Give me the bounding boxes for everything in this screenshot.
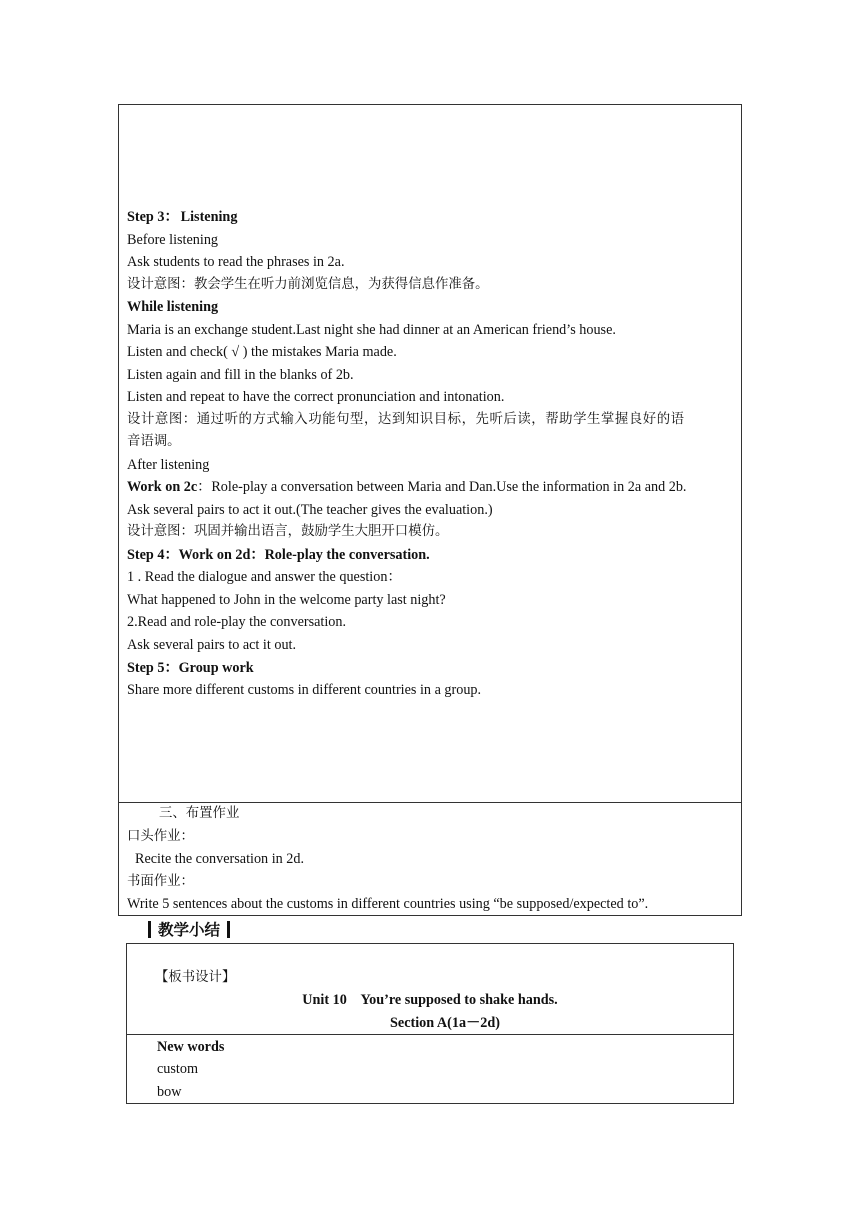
left-bracket-mark [148,921,151,938]
step3-title: Listening [180,209,238,225]
board-label: 【板书设计】 [155,970,236,985]
work-2c-text: ：Role-play a conversation between Maria and Dan.Use the information in 2a and 2b. [197,479,687,495]
written-homework: Write 5 sentences about the customs in different countries using “be supposed/expected to”. [127,896,649,912]
design-intent-1: 设计意图：教会学生在听力前浏览信息，为获得信息作准备。 [127,277,489,292]
oral-homework-label: 口头作业： [127,829,194,844]
listen-fill: Listen again and fill in the blanks of 2b. [127,367,354,383]
board-section-title: Section A(1a－2d) [390,1015,500,1031]
listen-check: Listen and check( √ ) the mistakes Maria made. [127,344,397,360]
step5-heading: Step 5：Group work [127,660,254,676]
step4-question: What happened to John in the welcome party last night? [127,592,446,608]
right-bracket-mark [227,921,230,938]
step3-heading [127,206,237,229]
before-listening: Before listening [127,232,219,248]
written-homework-label: 书面作业： [127,874,194,889]
listen-repeat: Listen and repeat to have the correct pronunciation and intonation. [127,389,505,405]
step5-share: Share more different customs in different countries in a group. [127,682,482,698]
design-intent-2-line1: 设计意图：通过听的方式输入功能句型，达到知识目标，先听后读，帮助学生掌握良好的语 [127,412,685,427]
maria-intro: Maria is an exchange student.Last night she had dinner at an American friend’s house. [127,322,616,338]
while-listening: While listening [127,299,219,315]
board-unit-title: Unit 10 You’re supposed to shake hands. [302,992,558,1008]
step4-q2: 2.Read and role-play the conversation. [127,614,347,630]
summary-heading [148,918,230,940]
design-intent-2-line2: 音语调。 [127,434,181,449]
summary-title: 教学小结 [158,921,221,939]
word-custom: custom [157,1061,198,1077]
homework-heading: 三、布置作业 [159,806,240,821]
word-bow: bow [157,1084,182,1100]
step4-heading: Step 4：Work on 2d：Role-play the conversation. [127,547,430,563]
work-2c [127,476,686,499]
step4-q1: 1 . Read the dialogue and answer the question： [127,569,402,585]
step3-label: Step 3 [127,209,165,225]
lesson-procedure-box [118,104,742,916]
after-listening: After listening [127,457,210,473]
design-intent-3: 设计意图：巩固并输出语言，鼓励学生大胆开口模仿。 [127,524,449,539]
oral-homework: Recite the conversation in 2d. [135,851,305,867]
new-words-heading: New words [157,1039,225,1055]
step3-sep: ： [164,209,179,225]
pairs-evaluation: Ask several pairs to act it out.(The teacher gives the evaluation.) [127,502,493,518]
work-2c-label: Work on 2c [127,479,198,495]
read-phrases: Ask students to read the phrases in 2a. [127,254,345,270]
board-design-box [126,943,734,1104]
step4-pairs: Ask several pairs to act it out. [127,637,297,653]
board-divider [127,1034,733,1035]
